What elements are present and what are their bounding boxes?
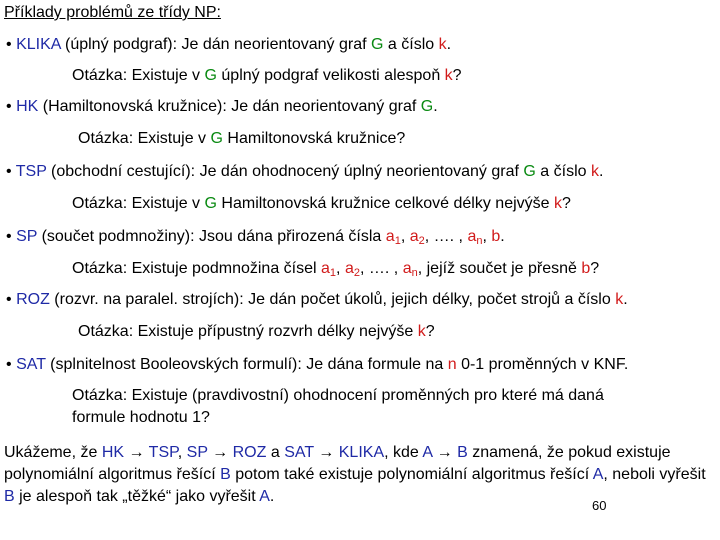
term-sat: SAT: [16, 356, 46, 373]
text: jejíž součet je přesně: [426, 260, 577, 277]
var-b: B: [4, 488, 15, 505]
text: je alespoň tak „těžké“ jako vyřešit: [19, 488, 256, 505]
arrow-icon: →: [318, 444, 335, 461]
var-b: B: [457, 444, 468, 461]
colon: :: [172, 36, 178, 53]
var-a: a: [344, 260, 354, 277]
text: Otázka: Existuje v: [72, 67, 201, 84]
comma: ,: [424, 228, 430, 245]
comma: ,: [359, 260, 365, 277]
question-mark: ?: [590, 260, 600, 277]
bullet: •: [6, 98, 12, 115]
text: , neboli vyřešit: [603, 466, 706, 483]
period: .: [500, 228, 505, 245]
paren: (splnitelnost Booleovských formulí): [50, 356, 298, 373]
question-sat-line1: Otázka: Existuje (pravdivostní) ohodnocení proměnných pro které má daná: [72, 387, 604, 404]
question-sat-line2: formule hodnotu 1?: [72, 409, 210, 426]
term-tsp: TSP: [15, 163, 47, 180]
var-b: b: [491, 228, 501, 245]
question-hk: [78, 130, 405, 148]
var-a: a: [321, 260, 330, 277]
var-b: B: [220, 466, 231, 483]
text: Otázka: Existuje podmnožina čísel: [72, 260, 317, 277]
comma: ,: [400, 228, 406, 245]
var-a: a: [402, 260, 412, 277]
period: .: [269, 488, 275, 505]
term-klika: KLIKA: [16, 36, 61, 53]
number-k: k: [417, 323, 426, 340]
graph-g: G: [210, 130, 223, 147]
term-hk: HK: [101, 444, 125, 461]
text: 0-1 proměnných v KNF.: [461, 356, 629, 373]
text: znamená, že pokud existuje polynomiální algoritmus řešící: [4, 444, 671, 483]
text: Jsou dána přirozená čísla: [199, 228, 382, 245]
question-mark: ?: [452, 67, 462, 84]
paren: (obchodní cestující): [51, 163, 191, 180]
paren: (úplný podgraf): [65, 36, 173, 53]
text: Je dán neorientovaný graf: [181, 36, 367, 53]
arrow-icon: →: [128, 444, 145, 461]
ellipsis: …. ,: [368, 260, 399, 277]
colon: :: [190, 163, 196, 180]
an: [467, 228, 482, 245]
a1: [386, 228, 401, 245]
item-tsp: [6, 163, 603, 181]
bullet: •: [6, 291, 12, 308]
number-k: k: [438, 36, 447, 53]
question-tsp: [72, 195, 571, 213]
number-k: k: [554, 195, 562, 212]
a2: [410, 228, 425, 245]
var-a: A: [422, 444, 433, 461]
period: .: [446, 36, 452, 53]
bullet: •: [6, 356, 12, 373]
text: úplný podgraf velikosti alespoň: [221, 67, 441, 84]
question-mark: ?: [425, 323, 435, 340]
arrow-icon: →: [436, 444, 453, 461]
number-k: k: [590, 163, 599, 180]
item-sp: [6, 228, 505, 246]
period: .: [598, 163, 604, 180]
var-n: n: [447, 356, 457, 373]
text: potom také existuje polynomiální algoritmus řešící: [235, 466, 590, 483]
text: a číslo: [540, 163, 587, 180]
var-b: b: [581, 260, 591, 277]
term-hk: HK: [16, 98, 39, 115]
term-roz: ROZ: [232, 444, 267, 461]
comma: ,: [336, 260, 341, 277]
period: .: [623, 291, 628, 308]
term-sp: SP: [186, 444, 208, 461]
graph-g: G: [420, 98, 434, 115]
a1: [321, 260, 336, 277]
subscript: 1: [394, 235, 401, 247]
paren: (rozvr. na paralel. strojích): [54, 291, 240, 308]
comma: ,: [482, 228, 487, 245]
colon: :: [222, 98, 227, 115]
graph-g: G: [371, 36, 384, 53]
term-tsp: TSP: [148, 444, 178, 461]
colon: :: [190, 228, 195, 245]
question-klika: [72, 67, 462, 85]
bullet: •: [6, 163, 12, 180]
text: Hamiltonovská kružnice?: [227, 130, 406, 147]
number-k: k: [444, 67, 453, 84]
page-number: 60: [592, 498, 607, 513]
term-klika: KLIKA: [338, 444, 385, 461]
var-a: A: [259, 488, 270, 505]
term-sp: SP: [16, 228, 38, 245]
item-roz: [6, 291, 628, 309]
item-hk: [6, 98, 438, 116]
subscript: n: [411, 267, 418, 279]
period: .: [433, 98, 438, 115]
graph-g: G: [204, 195, 217, 212]
item-klika: [6, 36, 451, 54]
text: Je dán neorientovaný graf: [231, 98, 417, 115]
text: Hamiltonovská kružnice celkové délky nejvýše: [221, 195, 550, 212]
bullet: •: [6, 36, 12, 53]
subscript: 1: [329, 267, 337, 279]
text: Je dán počet úkolů, jejich délky, počet strojů a číslo: [248, 291, 611, 308]
subscript: n: [476, 235, 483, 247]
subscript: 2: [418, 235, 425, 247]
question-roz: [78, 323, 435, 341]
text: , kde: [384, 444, 419, 461]
var-a: a: [385, 228, 395, 245]
an: [403, 260, 418, 277]
slide-title: Příklady problémů ze třídy NP:: [4, 4, 221, 21]
text: Otázka: Existuje v: [72, 195, 201, 212]
subscript: 2: [353, 267, 360, 279]
bullet: •: [6, 228, 12, 245]
ellipsis: …. ,: [433, 228, 463, 245]
text: Otázka: Existuje v: [78, 130, 207, 147]
term-sat: SAT: [284, 444, 314, 461]
paren: (součet podmnožiny): [41, 228, 191, 245]
text: a: [270, 444, 280, 461]
colon: :: [239, 291, 244, 308]
arrow-icon: →: [212, 444, 229, 461]
comma: ,: [417, 260, 423, 277]
var-a: a: [409, 228, 419, 245]
text: Je dána formule na: [306, 356, 444, 373]
item-sat: [6, 356, 628, 374]
text: a číslo: [387, 36, 435, 53]
conclusion-paragraph: [4, 442, 716, 508]
colon: :: [297, 356, 302, 373]
graph-g: G: [523, 163, 536, 180]
number-k: k: [615, 291, 624, 308]
paren: (Hamiltonovská kružnice): [42, 98, 223, 115]
text: Je dán ohodnocený úplný neorientovaný graf: [199, 163, 519, 180]
a2: [345, 260, 360, 277]
var-a: a: [467, 228, 477, 245]
comma: ,: [177, 444, 183, 461]
graph-g: G: [204, 67, 217, 84]
question-mark: ?: [562, 195, 571, 212]
text: Ukážeme, že: [4, 444, 98, 461]
question-sp: [72, 260, 599, 278]
term-roz: ROZ: [16, 291, 50, 308]
text: Otázka: Existuje přípustný rozvrh délky nejvýše: [78, 323, 414, 340]
var-a: A: [592, 466, 604, 483]
